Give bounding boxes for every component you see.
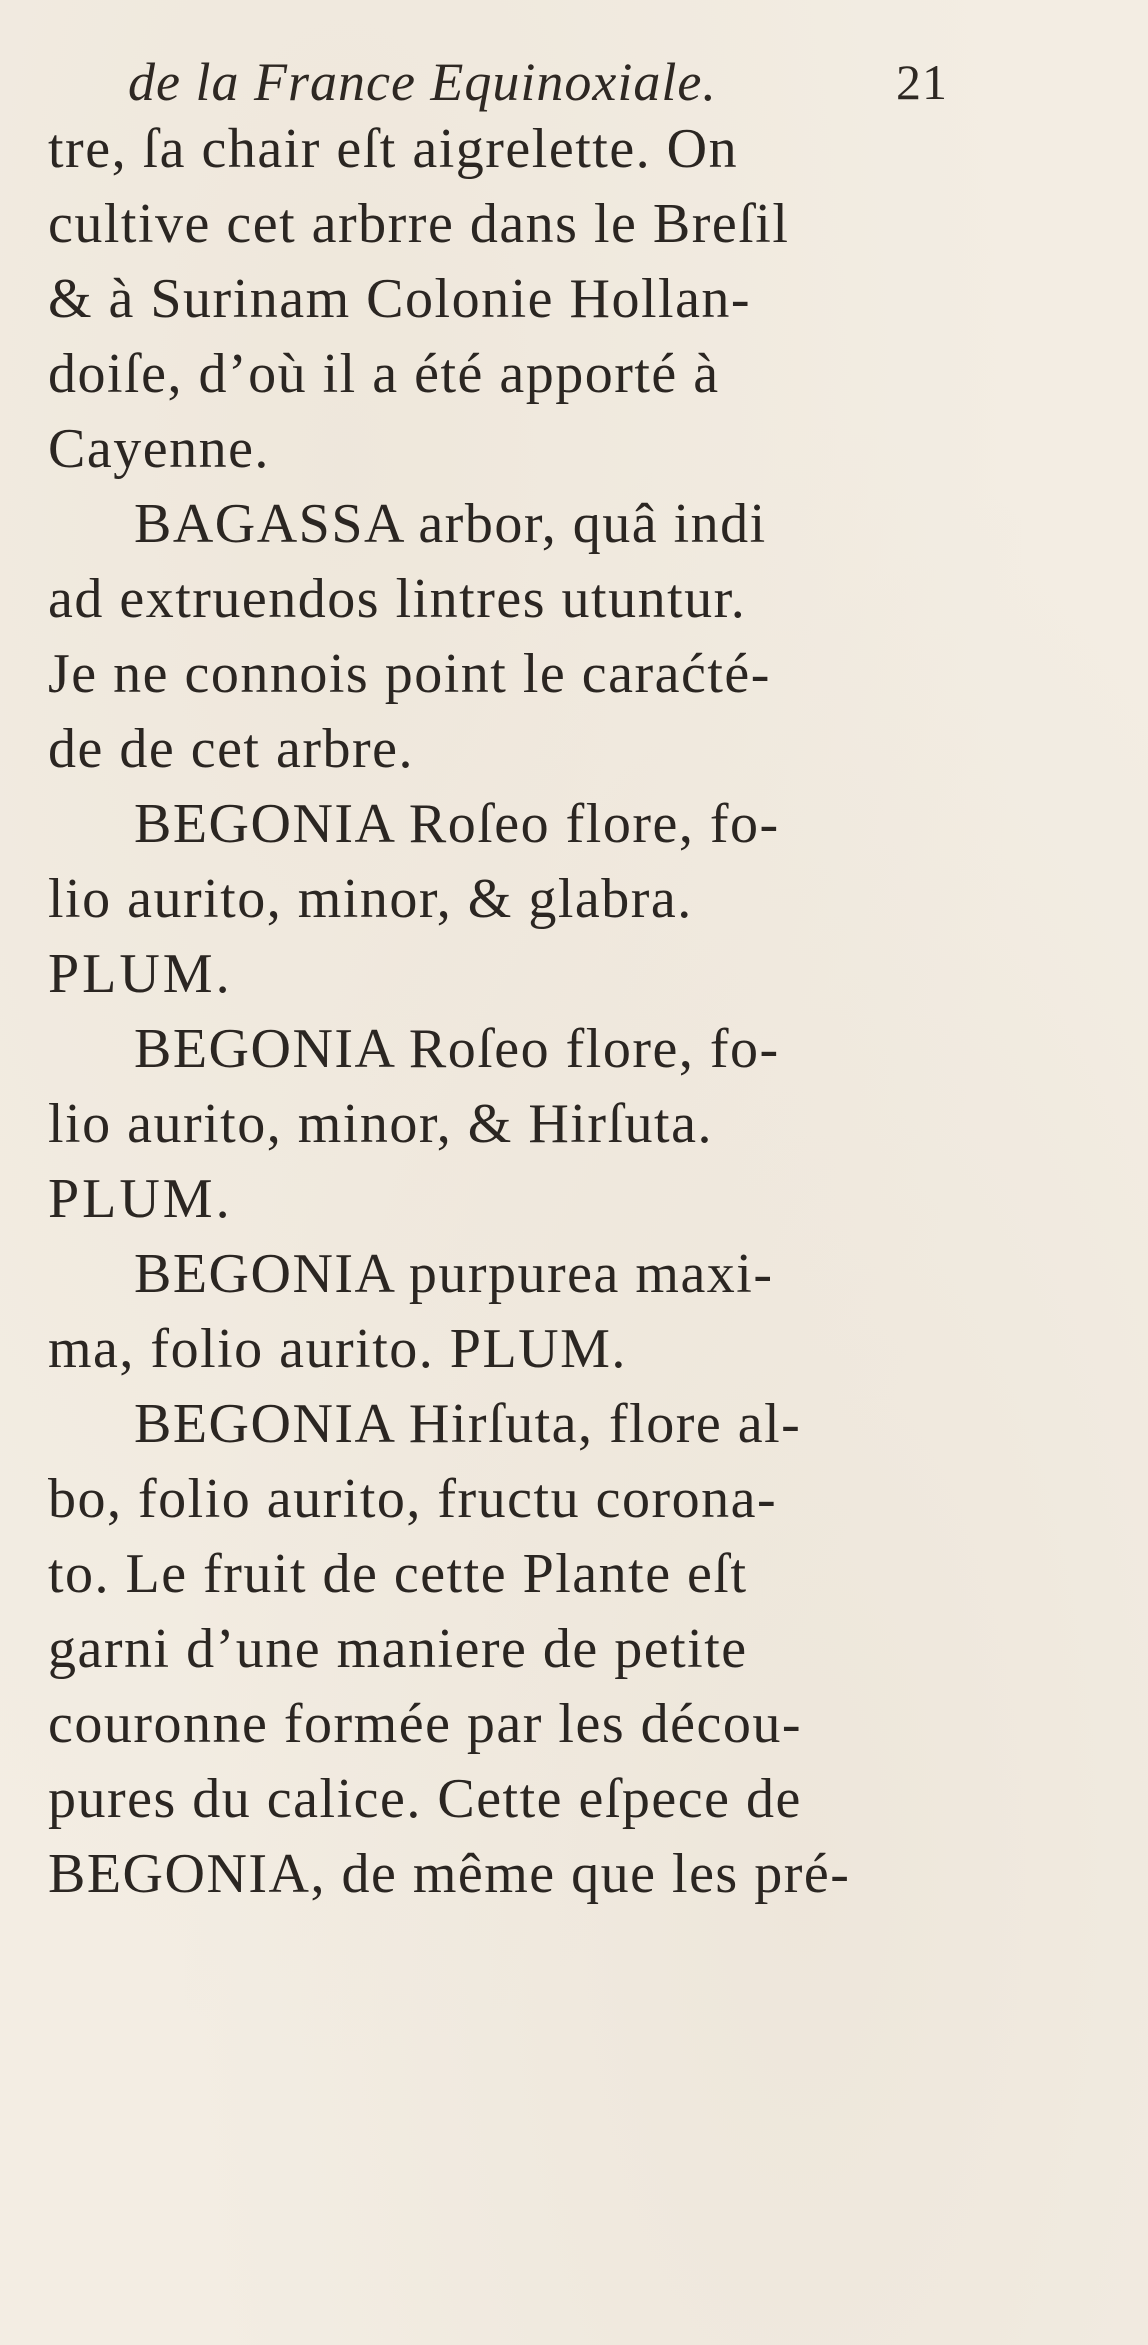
- text-line: doiſe, d’où il a été apporté à: [48, 343, 720, 405]
- text-line: ma, folio aurito. PLUM.: [48, 1318, 627, 1380]
- running-head-title: de la France Equinoxiale.: [128, 52, 717, 112]
- entry-heading-line: BAGASSA arbor, quâ indi: [134, 493, 767, 555]
- text-line: garni d’une maniere de petite: [48, 1618, 748, 1680]
- entry-heading-line: BEGONIA Roſeo flore, fo-: [134, 1018, 780, 1080]
- text-line: & à Surinam Colonie Hollan-: [48, 268, 752, 330]
- page-number: 21: [896, 54, 948, 110]
- body-text: [48, 112, 968, 1912]
- author-abbrev-line: PLUM.: [48, 1168, 233, 1230]
- text-line: Je ne connois point le caraćté-: [48, 643, 771, 705]
- text-line: BEGONIA, de même que les pré-: [48, 1843, 851, 1905]
- text-line: to. Le fruit de cette Plante eſt: [48, 1543, 748, 1605]
- text-line: ad extruendos lintres utuntur.: [48, 568, 747, 630]
- entry-heading-line: BEGONIA purpurea maxi-: [134, 1243, 774, 1305]
- text-line: lio aurito, minor, & glabra.: [48, 868, 693, 930]
- entry-heading-line: BEGONIA Hirſuta, flore al-: [134, 1393, 802, 1455]
- running-head: [128, 42, 948, 122]
- text-line: bo, folio aurito, fructu corona-: [48, 1468, 778, 1530]
- text-line: pures du calice. Cette eſpece de: [48, 1768, 802, 1830]
- text-line: de de cet arbre.: [48, 718, 414, 780]
- author-abbrev-line: PLUM.: [48, 943, 233, 1005]
- text-line: lio aurito, minor, & Hirſuta.: [48, 1093, 713, 1155]
- entry-heading-line: BEGONIA Roſeo flore, fo-: [134, 793, 780, 855]
- text-line: couronne formée par les décou-: [48, 1693, 802, 1755]
- text-line: cultive cet arbrre dans le Breſil: [48, 193, 790, 255]
- text-line: tre, ſa chair eſt aigrelette. On: [48, 118, 739, 180]
- text-line: Cayenne.: [48, 418, 270, 480]
